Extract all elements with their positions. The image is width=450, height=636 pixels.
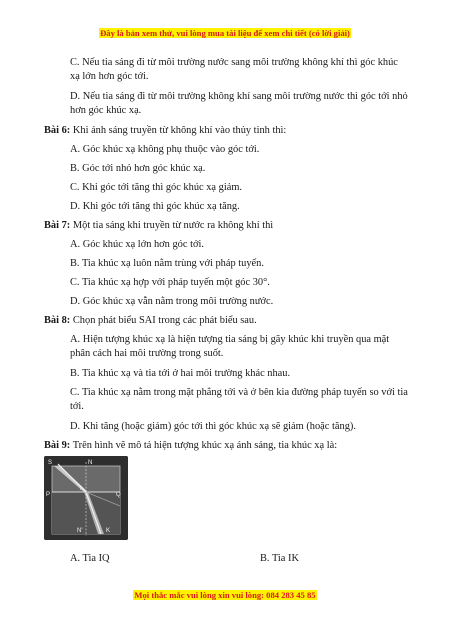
- q7-option-b: B. Tia khúc xạ luôn nằm trùng với pháp tuyến.: [70, 258, 264, 269]
- question-8-text: Chọn phát biểu SAI trong các phát biểu sau.: [70, 315, 257, 326]
- q9-option-a: A. Tia IQ: [70, 553, 110, 564]
- figure-label-q: Q: [116, 492, 121, 498]
- prev-option-c: C. Nếu tia sáng đi từ môi trường nước sang môi trường không khí thì góc khúc xạ lớn hơn góc tới.: [70, 57, 398, 82]
- figure-label-p: P: [46, 492, 51, 498]
- figure-label-k: K: [106, 528, 111, 534]
- question-9-text: Trên hình vẽ mô tả hiện tượng khúc xạ ánh sáng, tia khúc xạ là:: [70, 440, 338, 451]
- q6-option-d: D. Khi góc tới tăng thì góc khúc xạ tăng.: [70, 201, 240, 212]
- question-7-text: Một tia sáng khi truyền từ nước ra không khí thì: [70, 220, 274, 231]
- question-7-label: Bài 7:: [44, 220, 71, 231]
- question-8: [44, 314, 408, 328]
- q6-option-c: C. Khi góc tới tăng thì góc khúc xạ giảm.: [70, 182, 243, 193]
- refraction-figure: [44, 456, 128, 540]
- q7-option-c: C. Tia khúc xạ hợp với pháp tuyến một góc 30°.: [70, 277, 270, 288]
- q8-option-a: A. Hiện tượng khúc xạ là hiện tượng tia sáng bị gãy khúc khi truyền qua mặt phân cách hai môi trường trong suốt.: [70, 334, 390, 359]
- q8-option-d: D. Khi tăng (hoặc giảm) góc tới thì góc khúc xạ sẽ giảm (hoặc tăng).: [70, 421, 356, 432]
- figure-label-i: I: [80, 486, 82, 492]
- question-9-label: Bài 9:: [44, 440, 71, 451]
- q8-option-c: C. Tia khúc xạ nằm trong mặt phẳng tới và ở bên kia đường pháp tuyến so với tia tới.: [70, 387, 408, 412]
- q7-option-a: A. Góc khúc xạ lớn hơn góc tới.: [70, 239, 204, 250]
- figure-label-n: N: [88, 460, 93, 466]
- q9-option-b: B. Tia IK: [260, 553, 299, 564]
- question-6: [44, 124, 408, 138]
- q7-option-d: D. Góc khúc xạ vẫn nằm trong môi trường nước.: [70, 296, 274, 307]
- question-6-text: Khi ánh sáng truyền từ không khí vào thủy tinh thì:: [70, 125, 287, 136]
- question-6-label: Bài 6:: [44, 125, 71, 136]
- figure-label-n2: N': [77, 528, 83, 534]
- contact-banner-bottom-text: Mọi thắc mắc vui lòng xin vui lòng: 084 283 45 85: [134, 590, 316, 600]
- contact-banner-bottom: [0, 590, 450, 600]
- prev-option-d: D. Nếu tia sáng đi từ môi trường không khí sang môi trường nước thì góc tới nhỏ hơn góc khúc xạ.: [70, 91, 408, 116]
- question-8-label: Bài 8:: [44, 315, 71, 326]
- question-9: [44, 439, 408, 453]
- q6-option-b: B. Góc tới nhỏ hơn góc khúc xạ.: [70, 163, 206, 174]
- preview-banner-top-text: Đây là bản xem thử, vui lòng mua tài liệu để xem chi tiết (có lời giải): [100, 28, 350, 38]
- figure-label-s: S: [48, 460, 53, 466]
- q6-option-a: A. Góc khúc xạ không phụ thuộc vào góc tới.: [70, 144, 260, 155]
- q8-option-b: B. Tia khúc xạ và tia tới ở hai môi trường khác nhau.: [70, 368, 291, 379]
- question-7: [44, 219, 408, 233]
- preview-banner-top: [0, 28, 450, 38]
